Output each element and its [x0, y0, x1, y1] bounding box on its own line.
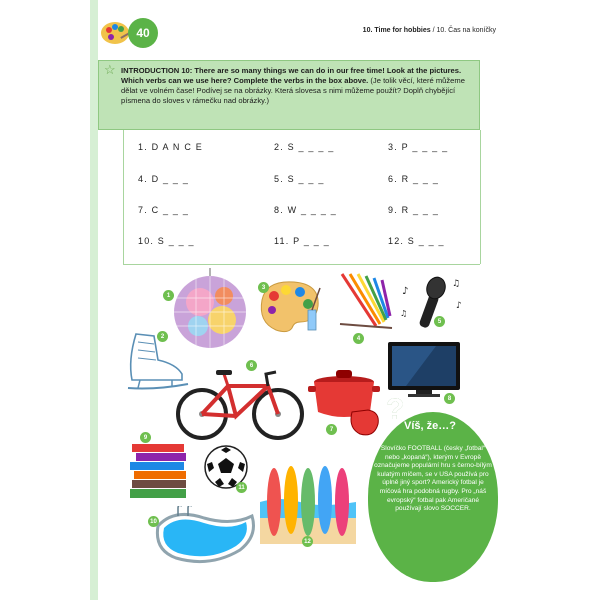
picture-number: 5	[434, 316, 445, 327]
swimming-pool	[154, 506, 258, 566]
did-you-know-title: Víš, že…?	[404, 420, 456, 432]
verb-item[interactable]: 9. R _ _ _	[388, 205, 440, 215]
verb-item[interactable]: 3. P _ _ _ _	[388, 142, 449, 152]
box-border-bottom	[123, 264, 480, 265]
verb-item[interactable]: 4. D _ _ _	[138, 174, 190, 184]
svg-text:♫: ♫	[452, 279, 461, 289]
cooking-pot	[308, 364, 386, 438]
book-stack	[128, 440, 192, 504]
picture-number: 11	[236, 482, 247, 493]
verb-item[interactable]: 11. P _ _ _	[274, 236, 330, 246]
picture-number: 6	[246, 360, 257, 371]
picture-number: 3	[258, 282, 269, 293]
verb-item[interactable]: 2. S _ _ _ _	[274, 142, 335, 152]
verb-item[interactable]: 7. C _ _ _	[138, 205, 190, 215]
page-number-badge: 40	[128, 18, 158, 48]
verb-item[interactable]: 12. S _ _ _	[388, 236, 445, 246]
picture-number: 10	[148, 516, 159, 527]
chapter-title	[363, 27, 496, 34]
picture-number: 2	[157, 331, 168, 342]
picture-number: 9	[140, 432, 151, 443]
page-header	[98, 18, 510, 46]
box-border-right	[480, 130, 481, 264]
picture-number: 1	[163, 290, 174, 301]
picture-number: 8	[444, 393, 455, 404]
verb-item[interactable]: 1. D A N C E	[138, 142, 203, 152]
did-you-know-text: Slovíčko FOOTBALL (česky „fotbal“ nebo „kopaná“), kterým v Evropě označujeme populární hru s černo-bílým kulatým míčem, se v USA používá pro úplně jiný sport? Americký fotbal je míčová hra podobná rugby. Pro „náš evropský“ fotbal pak Američané používají slovo SOCCER.	[374, 445, 492, 513]
pencils	[336, 272, 394, 332]
microphone	[398, 272, 468, 334]
surfboards	[260, 462, 356, 544]
verb-item[interactable]: 5. S _ _ _	[274, 174, 325, 184]
intro-instruction-cz: (Je tolik věcí, které můžeme dělat ve volném čase! Podívej se na obrázky. Která slovesa s nimi můžeme použít? Doplň chybějící písmena do sloves v rámečku nad obrázky.)	[121, 76, 465, 105]
did-you-know-box	[368, 393, 498, 582]
intro-instruction-en: INTRODUCTION 10: There are so many things we can do in our free time! Look at the pictures. Which verbs can we use here? Complete the verbs in the box above.	[121, 66, 462, 85]
chapter-separator: /	[430, 27, 437, 34]
verb-item[interactable]: 6. R _ _ _	[388, 174, 440, 184]
verb-item[interactable]: 10. S _ _ _	[138, 236, 195, 246]
question-mark-icon: ?	[386, 393, 405, 426]
box-border-left	[123, 130, 124, 264]
picture-number: 7	[326, 424, 337, 435]
introduction-box	[98, 60, 480, 130]
verb-grid	[138, 142, 478, 254]
verb-item[interactable]: 8. W _ _ _ _	[274, 205, 337, 215]
svg-text:♪: ♪	[456, 301, 462, 311]
chapter-title-cz: 10. Čas na koníčky	[436, 27, 496, 34]
svg-text:♪: ♪	[402, 286, 409, 297]
svg-text:♫: ♫	[400, 309, 408, 318]
bicycle	[172, 366, 308, 440]
picture-number: 12	[302, 536, 313, 547]
chapter-title-en: 10. Time for hobbies	[362, 27, 431, 34]
page-margin-strip	[90, 0, 98, 600]
picture-number: 4	[353, 333, 364, 344]
star-icon: ☆	[104, 62, 116, 77]
